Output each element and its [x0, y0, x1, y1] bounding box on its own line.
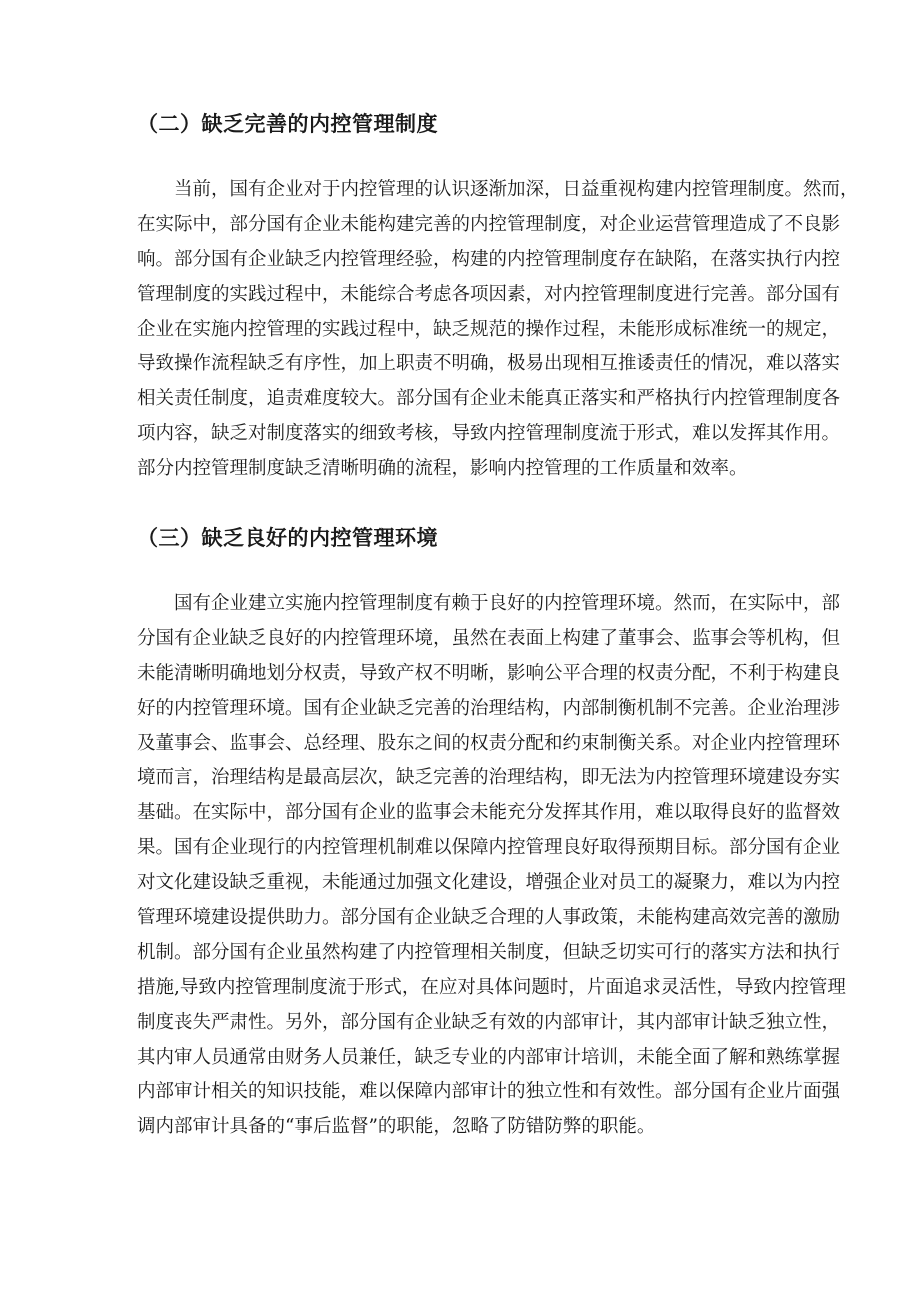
- paragraph-line: 管理环境建设提供助力。部分国有企业缺乏合理的人事政策，未能构建高效完善的激励: [137, 907, 841, 929]
- paragraph-line: 未能清晰明确地划分权责，导致产权不明晰，影响公平合理的权责分配，不利于构建良: [137, 662, 841, 684]
- section-heading: （二）缺乏完善的内控管理制度: [137, 111, 438, 136]
- paragraph-line: 管理制度的实践过程中，未能综合考虑各项因素，对内控管理制度进行完善。部分国有: [137, 283, 841, 305]
- paragraph-line: 及董事会、监事会、总经理、股东之间的权责分配和约束制衡关系。对企业内控管理环: [137, 732, 841, 754]
- paragraph-line: 相关责任制度，追责难度较大。部分国有企业未能真正落实和严格执行内控管理制度各: [137, 388, 841, 410]
- paragraph-line: 国有企业建立实施内控管理制度有赖于良好的内控管理环境。然而，在实际中，部: [174, 593, 841, 614]
- paragraph-line: 制度丧失严肃性。另外，部分国有企业缺乏有效的内部审计，其内部审计缺乏独立性，: [137, 1011, 841, 1033]
- paragraph-line: 分国有企业缺乏良好的内控管理环境，虽然在表面上构建了董事会、监事会等机构，但: [137, 627, 841, 649]
- paragraph-line: 境而言，治理结构是最高层次，缺乏完善的治理结构，即无法为内控管理环境建设夯实: [137, 767, 841, 789]
- paragraph-line: 基础。在实际中，部分国有企业的监事会未能充分发挥其作用，难以取得良好的监督效: [137, 802, 841, 824]
- paragraph-line: 响。部分国有企业缺乏内控管理经验，构建的内控管理制度存在缺陷，在落实执行内控: [137, 248, 841, 270]
- section-body: [137, 587, 846, 1145]
- paragraph-line: 对文化建设缺乏重视，未能通过加强文化建设，增强企业对员工的凝聚力，难以为内控: [137, 872, 841, 894]
- paragraph-line: 当前，国有企业对于内控管理的认识逐渐加深，日益重视构建内控管理制度。然而，: [174, 179, 859, 200]
- paragraph-line: 部分内控管理制度缺乏清晰明确的流程，影响内控管理的工作质量和效率。: [137, 458, 748, 480]
- paragraph-line: 内部审计相关的知识技能，难以保障内部审计的独立性和有效性。部分国有企业片面强: [137, 1081, 841, 1103]
- section-heading: （三）缺乏良好的内控管理环境: [137, 525, 438, 550]
- paragraph-line: 果。国有企业现行的内控管理机制难以保障内控管理良好取得预期目标。部分国有企业: [137, 837, 841, 859]
- paragraph-line: 其内审人员通常由财务人员兼任，缺乏专业的内部审计培训，未能全面了解和熟练掌握: [137, 1046, 841, 1068]
- paragraph-line: 机制。部分国有企业虽然构建了内控管理相关制度，但缺乏切实可行的落实方法和执行: [137, 941, 841, 963]
- section-body: [137, 173, 859, 487]
- paragraph-line: 在实际中，部分国有企业未能构建完善的内控管理制度，对企业运营管理造成了不良影: [137, 213, 841, 235]
- paragraph-line: 项内容，缺乏对制度落实的细致考核，导致内控管理制度流于形式，难以发挥其作用。: [137, 423, 841, 445]
- paragraph-line: 调内部审计具备的“事后监督”的职能，忽略了防错防弊的职能。: [137, 1116, 656, 1138]
- paragraph-line: 好的内控管理环境。国有企业缺乏完善的治理结构，内部制衡机制不完善。企业治理涉: [137, 697, 841, 719]
- paragraph-line: 措施,导致内控管理制度流于形式，在应对具体问题时，片面追求灵活性，导致内控管理: [137, 976, 846, 998]
- paragraph-line: 导致操作流程缺乏有序性，加上职责不明确，极易出现相互推诿责任的情况，难以落实: [137, 353, 841, 375]
- paragraph-line: 企业在实施内控管理的实践过程中，缺乏规范的操作过程，未能形成标准统一的规定，: [137, 318, 841, 340]
